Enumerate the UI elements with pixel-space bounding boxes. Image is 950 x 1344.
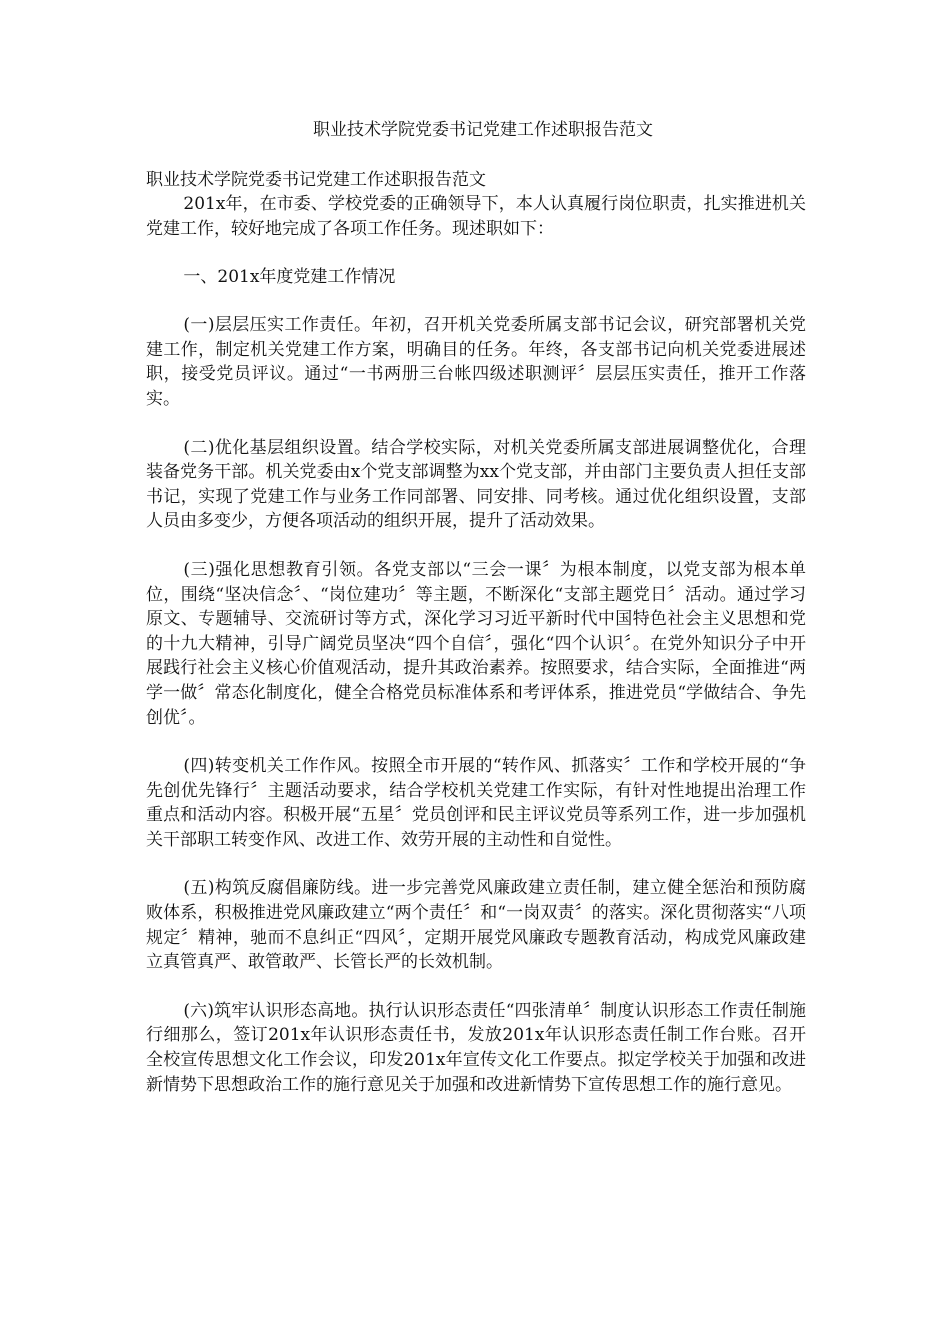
document-title: 职业技术学院党委书记党建工作述职报告范文 <box>313 120 653 140</box>
document-page <box>146 118 806 1097</box>
document-subtitle: 职业技术学院党委书记党建工作述职报告范文 <box>146 170 486 190</box>
spacer <box>146 975 806 999</box>
spacer <box>146 852 806 876</box>
spacer <box>146 412 806 436</box>
spacer <box>146 289 806 313</box>
spacer <box>146 241 806 265</box>
section-heading: 一、201x年度党建工作情况 <box>183 267 396 288</box>
spacer <box>146 730 806 754</box>
paragraph-1: (一)层层压实工作责任。年初，召开机关党委所属支部书记会议，研究部署机关党建工作，制定机关党建工作方案，明确目的任务。年终，各支部书记向机关党委进展述职，接受党员评议。通过“一书两册三台帐四级述职测评〞层层压实责任，推开工作落实。 <box>146 315 806 409</box>
paragraph-3: (三)强化思想教育引领。各党支部以“三会一课〞为根本制度，以党支部为根本单位，围绕“坚决信念〞、“岗位建功〞等主题，不断深化“支部主题党日〞活动。通过学习原文、专题辅导、交流研讨等方式，深化学习习近平新时代中国特色社会主义思想和党的十九大精神，引导广阔党员坚决“四个自信〞，强化“四个认识〞。在党外知识分子中开展践行社会主义核心价值观活动，提升其政治素养。按照要求，结合实际，全面推进“两学一做〞常态化制度化，健全合格党员标准体系和考评体系，推进党员“学做结合、争先创优〞。 <box>146 559 806 728</box>
paragraph-6: (六)筑牢认识形态高地。执行认识形态责任“四张清单〞制度认识形态工作责任制施行细那么，签订201x年认识形态责任书，发放201x年认识形态责任制工作台账。召开全校宣传思想文化工作会议，印发201x年宣传文化工作要点。拟定学校关于加强和改进新情势下思想政治工作的施行意见关于加强和改进新情势下宣传思想工作的施行意见。 <box>146 1000 806 1095</box>
paragraph-5: (五)构筑反腐倡廉防线。进一步完善党风廉政建立责任制，建立健全惩治和预防腐败体系，积极推进党风廉政建立“两个责任〞和“一岗双责〞的落实。深化贯彻落实“八项规定〞精神，驰而不息纠正“四风〞，定期开展党风廉政专题教育活动，构成党风廉政建立真管真严、敢管敢严、长管长严的长效机制。 <box>146 878 806 973</box>
spacer <box>146 534 806 558</box>
intro-paragraph: 201x年，在市委、学校党委的正确领导下，本人认真履行岗位职责，扎实推进机关党建工作，较好地完成了各项工作任务。现述职如下： <box>146 194 806 239</box>
paragraph-4: (四)转变机关工作作风。按照全市开展的“转作风、抓落实〞工作和学校开展的“争先创优先锋行〞主题活动要求，结合学校机关党建工作实际，有针对性地提出治理工作重点和活动内容。积极开展“五星〞党员创评和民主评议党员等系列工作，进一步加强机关干部职工转变作风、改进工作、效劳开展的主动性和自觉性。 <box>146 756 806 850</box>
paragraph-2: (二)优化基层组织设置。结合学校实际，对机关党委所属支部进展调整优化，合理装备党务干部。机关党委由x个党支部调整为xx个党支部，并由部门主要负责人担任支部书记，实现了党建工作与业务工作同部署、同安排、同考核。通过优化组织设置，支部人员由多变少，方便各项活动的组织开展，提升了活动效果。 <box>146 437 806 532</box>
